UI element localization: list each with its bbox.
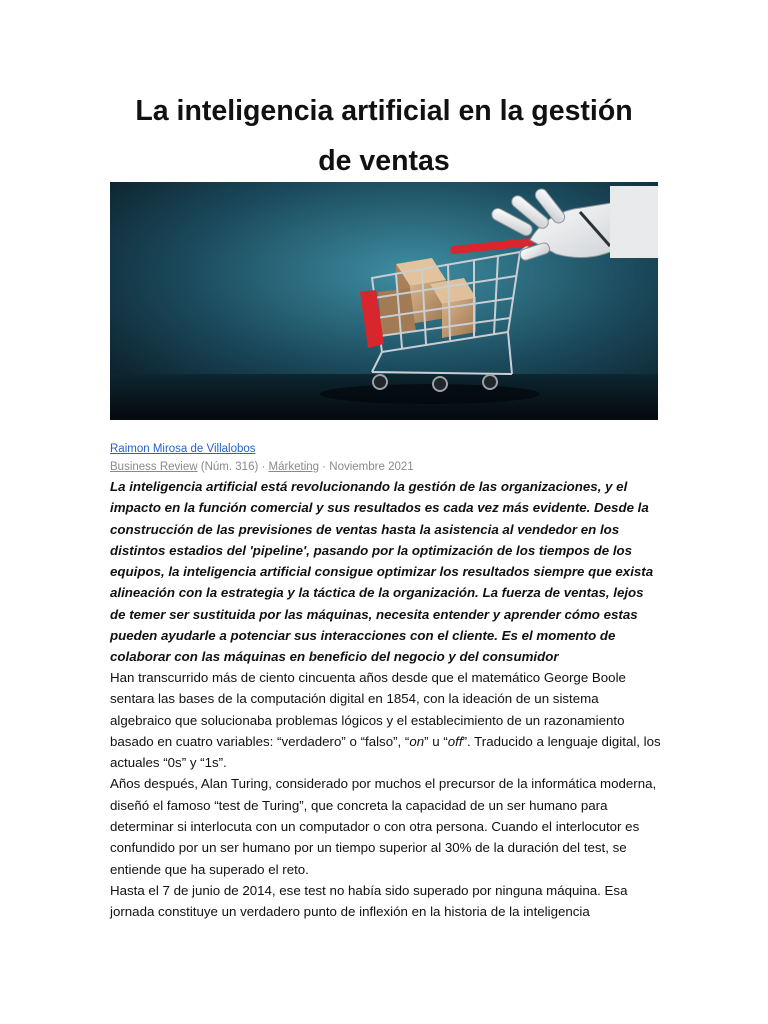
article-body [110, 667, 662, 923]
paragraph-text: Han transcurrido más de ciento cincuenta años desde que el matemático George Boole sentara las bases de la computación digital en 1854, con la ideación de un sistema algebraico que solucionaba problemas lógicos y el establecimiento de un razonamiento basado en cuatro variables: “verdadero” o “falso”, “ [110, 670, 626, 749]
article-title [96, 86, 672, 186]
section-link[interactable]: Márketing [268, 461, 320, 473]
paragraph-text: ”. Traducido a lenguaje digital, los actuales “0s” y “1s”. [110, 733, 661, 771]
publication-info [110, 458, 670, 476]
emphasis-on: on [409, 733, 425, 749]
issue-number: (Núm. 316) [200, 461, 259, 473]
hero-image [110, 182, 658, 420]
robot-hand-shopping-cart-photo [110, 182, 658, 420]
separator: · [319, 461, 330, 473]
author-link[interactable]: Raimon Mirosa de Villalobos [110, 443, 256, 455]
paragraph-2014: Hasta el 7 de junio de 2014, ese test no había sido superado por ninguna máquina. Esa jornada constituye un verdadero punto de inflexión en la historia de la inteligencia [110, 882, 628, 920]
separator: · [258, 461, 269, 473]
paragraph-turing: Años después, Alan Turing, considerado por muchos el precursor de la informática moderna, diseñó el famoso “test de Turing”, que concreta la capacidad de un ser humano para determinar si interlocuta con un computador o con otra persona. Cuando el interlocutor es confundido por un ser humano por un tiempo superior al 30% de la duración del test, se entiende que ha superado el reto. [110, 776, 657, 877]
paragraph-text: ” u “ [424, 733, 448, 749]
article-lead: La inteligencia artificial está revolucionando la gestión de las organizaciones, y el impacto en la función comercial y sus resultados es cada vez más evidente. Desde la construcción de las previsiones de ventas hasta la asistencia al vendedor en los distintos estadios del 'pipeline', pasando por la optimización de los tiempos de los equipos, la inteligencia artificial consigue optimizar los resultados siempre que exista alineación con la estrategia y la táctica de la organización. La fuerza de ventas, lejos de temer ser sustituida por las máquinas, necesita entender y aprender cómo estas pueden ayudarle a potenciar sus interacciones con el cliente. Es el momento de colaborar con las máquinas en beneficio del negocio y del consumidor [110, 479, 654, 665]
paragraph-boole [110, 667, 662, 773]
title-line-1: La inteligencia artificial en la gestión [135, 95, 633, 127]
author-byline [110, 440, 670, 458]
emphasis-off: off [447, 733, 463, 749]
publication-date: Noviembre 2021 [329, 461, 414, 473]
title-line-2: de ventas [318, 145, 450, 177]
publication-link[interactable]: Business Review [110, 461, 198, 473]
